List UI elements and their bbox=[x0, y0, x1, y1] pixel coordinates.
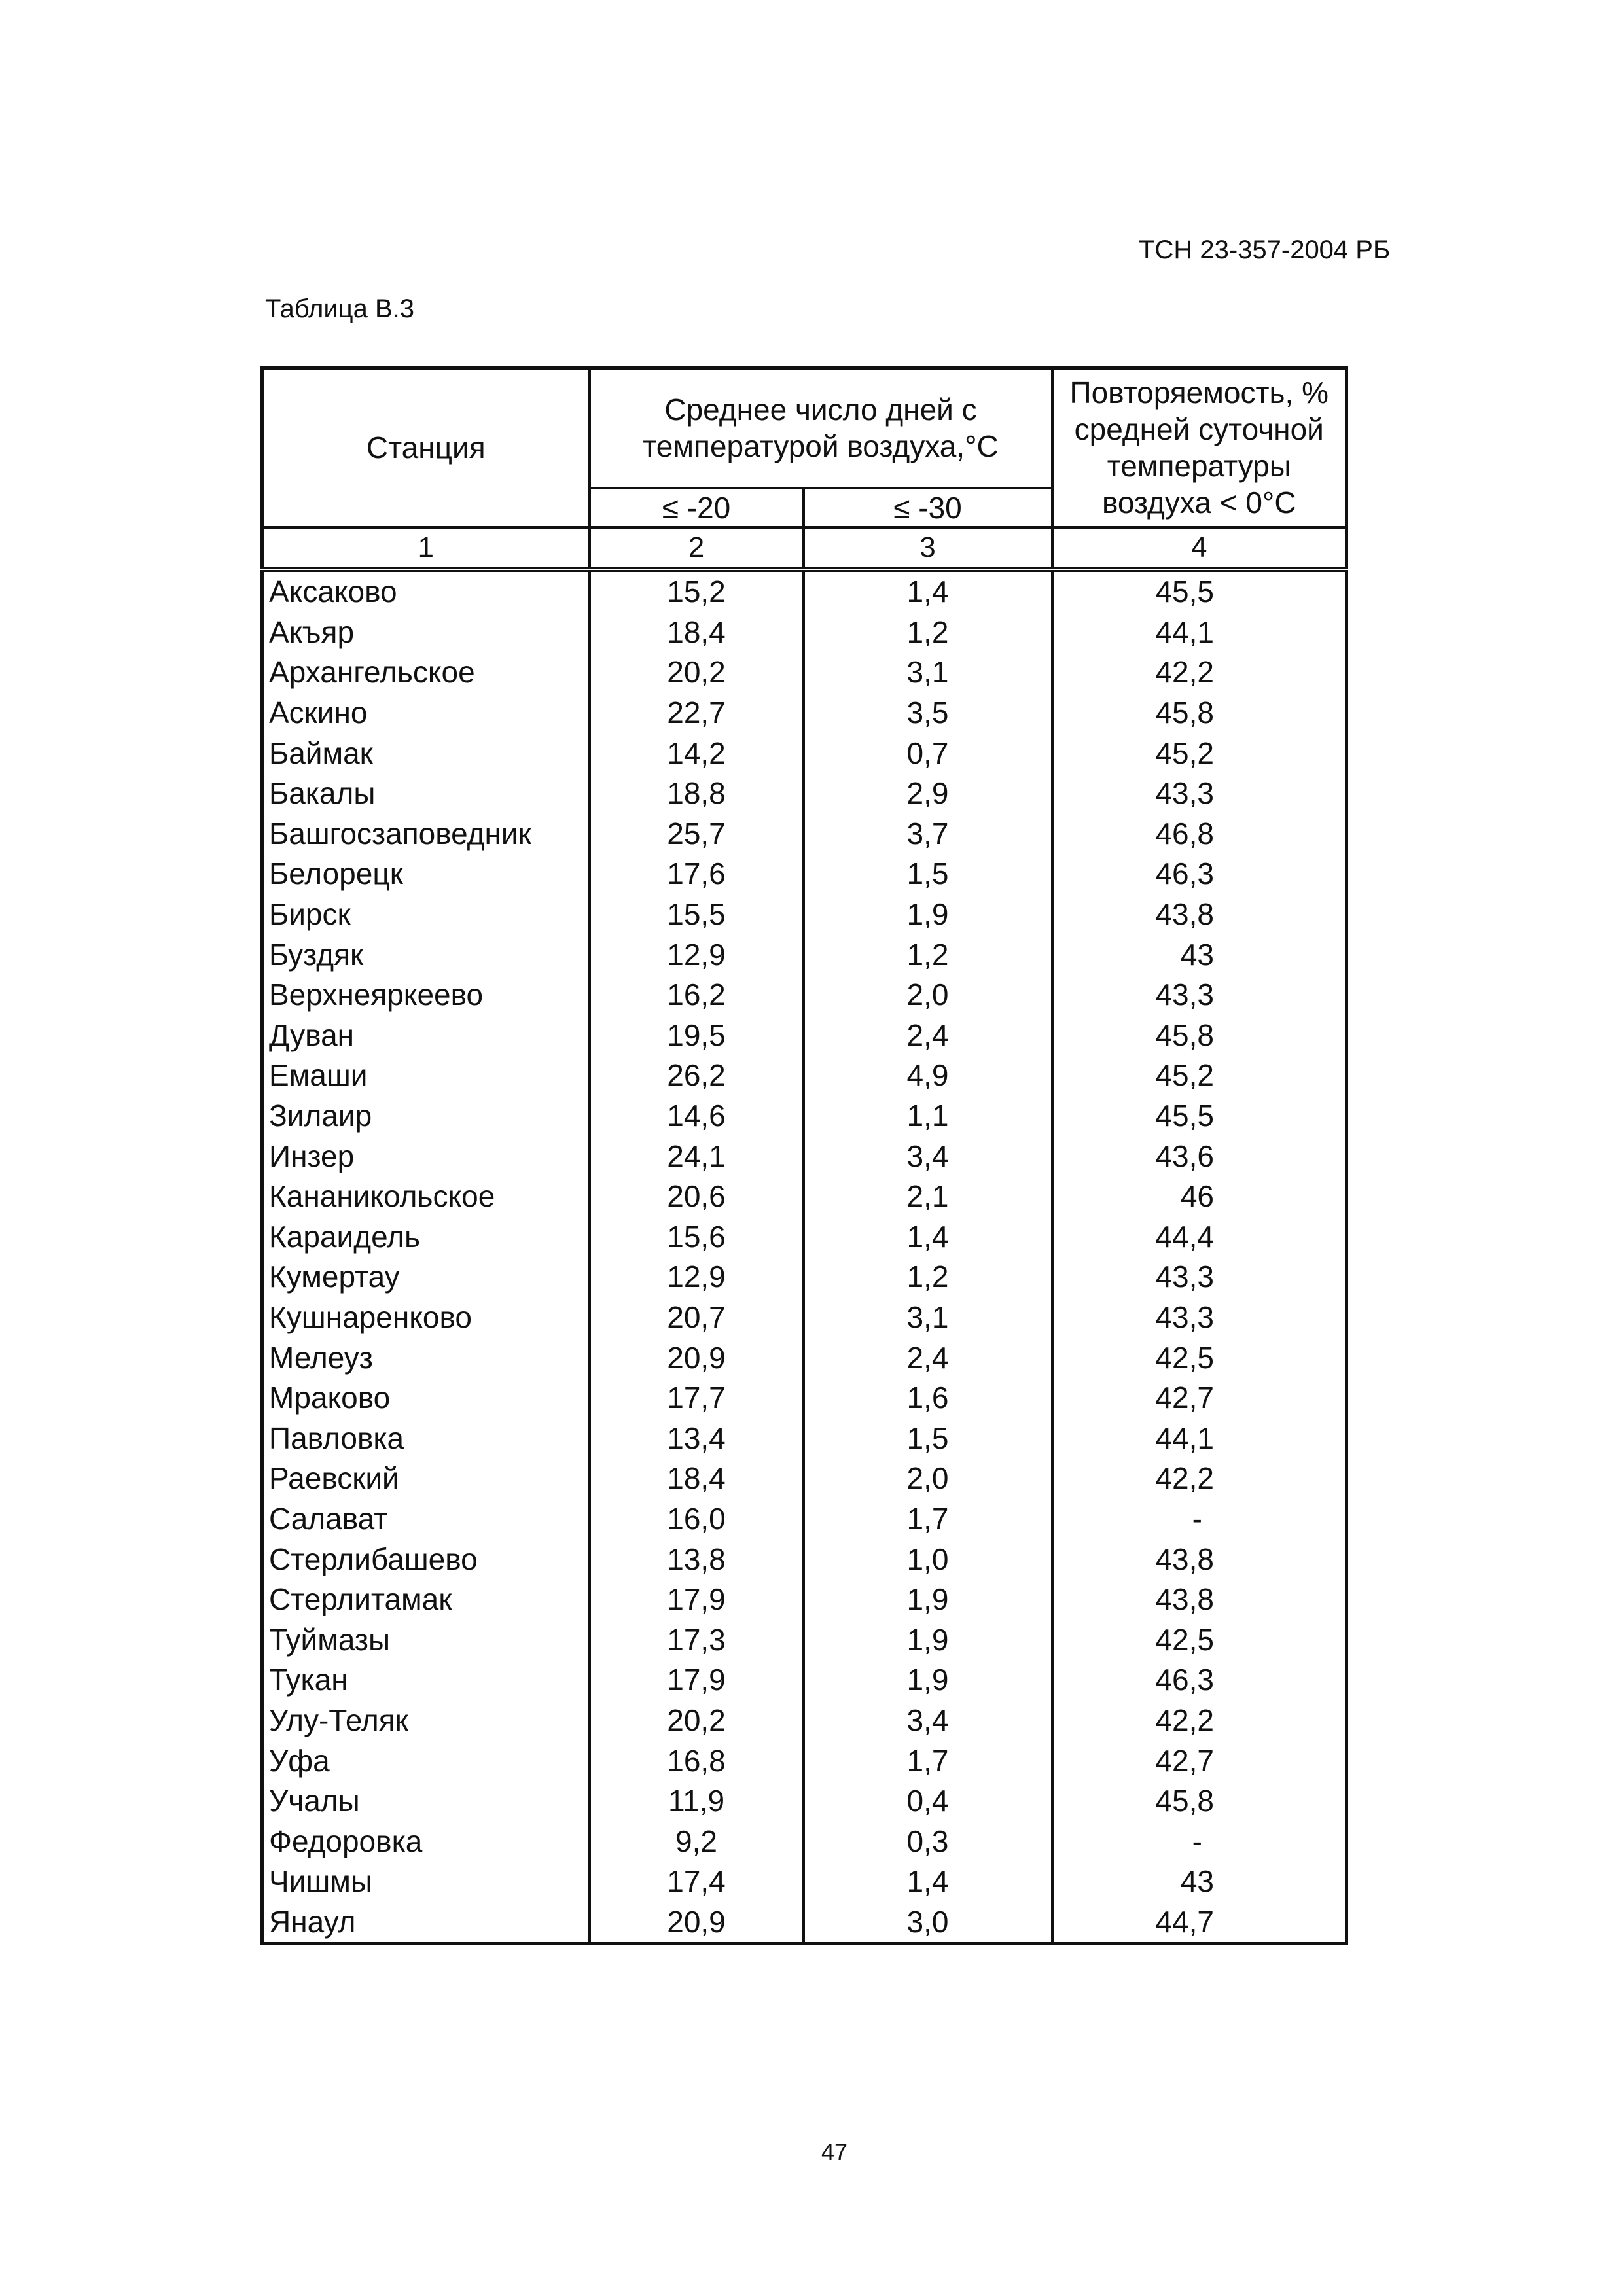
table-row bbox=[262, 934, 1347, 975]
station-cell: Федоровка bbox=[262, 1821, 590, 1862]
days-le-30-cell: 2,0 bbox=[804, 974, 1052, 1015]
days-le-20-cell: 17,3 bbox=[590, 1619, 804, 1660]
days-le-20-cell: 11,9 bbox=[590, 1780, 804, 1821]
table-row bbox=[262, 1498, 1347, 1539]
header-station: Станция bbox=[262, 368, 590, 527]
days-le-30-cell: 3,7 bbox=[804, 813, 1052, 854]
table-row bbox=[262, 1619, 1347, 1660]
repeatability-cell: 42,5 bbox=[1052, 1619, 1347, 1660]
repeatability-cell: 46,8 bbox=[1052, 813, 1347, 854]
document-code: ТСН 23-357-2004 РБ bbox=[1139, 236, 1391, 264]
days-le-30-cell: 1,2 bbox=[804, 1257, 1052, 1298]
station-cell: Акъяр bbox=[262, 612, 590, 652]
repeatability-cell: 45,8 bbox=[1052, 1015, 1347, 1055]
header-avg-days-line1: Среднее число дней с bbox=[664, 393, 977, 427]
days-le-30-cell: 1,7 bbox=[804, 1498, 1052, 1539]
header-repeatability-line4: воздуха < 0°С bbox=[1101, 486, 1296, 520]
days-le-20-cell: 9,2 bbox=[590, 1821, 804, 1862]
station-cell: Уфа bbox=[262, 1740, 590, 1781]
station-cell: Аскино bbox=[262, 692, 590, 733]
station-cell: Чишмы bbox=[262, 1862, 590, 1902]
station-cell: Кушнаренково bbox=[262, 1297, 590, 1337]
table-row bbox=[262, 773, 1347, 813]
repeatability-cell: - bbox=[1052, 1821, 1347, 1862]
days-le-30-cell: 1,9 bbox=[804, 894, 1052, 934]
station-cell: Буздяк bbox=[262, 934, 590, 975]
table-row bbox=[262, 1257, 1347, 1298]
repeatability-cell: - bbox=[1052, 1498, 1347, 1539]
days-le-30-cell: 1,0 bbox=[804, 1539, 1052, 1580]
days-le-20-cell: 20,6 bbox=[590, 1176, 804, 1216]
days-le-20-cell: 26,2 bbox=[590, 1055, 804, 1096]
station-cell: Зилаир bbox=[262, 1095, 590, 1136]
station-cell: Бирск bbox=[262, 894, 590, 934]
station-cell: Улу-Теляк bbox=[262, 1700, 590, 1740]
station-cell: Емаши bbox=[262, 1055, 590, 1096]
station-cell: Учалы bbox=[262, 1780, 590, 1821]
repeatability-cell: 45,2 bbox=[1052, 733, 1347, 773]
days-le-30-cell: 2,4 bbox=[804, 1015, 1052, 1055]
days-le-20-cell: 24,1 bbox=[590, 1136, 804, 1176]
repeatability-cell: 45,8 bbox=[1052, 1780, 1347, 1821]
repeatability-cell: 42,7 bbox=[1052, 1740, 1347, 1781]
days-le-20-cell: 20,9 bbox=[590, 1901, 804, 1943]
repeatability-cell: 45,5 bbox=[1052, 569, 1347, 612]
days-le-20-cell: 20,2 bbox=[590, 652, 804, 693]
table-row bbox=[262, 1862, 1347, 1902]
table-row bbox=[262, 1700, 1347, 1740]
station-cell: Стерлибашево bbox=[262, 1539, 590, 1580]
station-cell: Башгосзаповедник bbox=[262, 813, 590, 854]
days-le-20-cell: 16,8 bbox=[590, 1740, 804, 1781]
station-cell: Павловка bbox=[262, 1418, 590, 1458]
station-cell: Кумертау bbox=[262, 1257, 590, 1298]
days-le-30-cell: 2,9 bbox=[804, 773, 1052, 813]
repeatability-cell: 43,6 bbox=[1052, 1136, 1347, 1176]
column-number-1: 1 bbox=[262, 527, 590, 569]
station-cell: Аксаково bbox=[262, 569, 590, 612]
days-le-30-cell: 0,3 bbox=[804, 1821, 1052, 1862]
days-le-30-cell: 2,0 bbox=[804, 1458, 1052, 1499]
days-le-20-cell: 13,4 bbox=[590, 1418, 804, 1458]
header-repeatability-line3: температуры bbox=[1107, 449, 1291, 484]
days-le-30-cell: 1,9 bbox=[804, 1619, 1052, 1660]
repeatability-cell: 43,3 bbox=[1052, 974, 1347, 1015]
column-number-3: 3 bbox=[804, 527, 1052, 569]
days-le-20-cell: 15,6 bbox=[590, 1216, 804, 1257]
days-le-30-cell: 4,9 bbox=[804, 1055, 1052, 1096]
table-row bbox=[262, 1901, 1347, 1943]
table-row bbox=[262, 1780, 1347, 1821]
repeatability-cell: 43,3 bbox=[1052, 1257, 1347, 1298]
days-le-20-cell: 17,7 bbox=[590, 1377, 804, 1418]
table-row bbox=[262, 652, 1347, 693]
days-le-30-cell: 1,2 bbox=[804, 612, 1052, 652]
station-cell: Дуван bbox=[262, 1015, 590, 1055]
table-row bbox=[262, 1216, 1347, 1257]
station-cell: Верхнеяркеево bbox=[262, 974, 590, 1015]
repeatability-cell: 43,8 bbox=[1052, 894, 1347, 934]
table-row bbox=[262, 1821, 1347, 1862]
table-row bbox=[262, 733, 1347, 773]
days-le-30-cell: 2,1 bbox=[804, 1176, 1052, 1216]
days-le-20-cell: 17,9 bbox=[590, 1660, 804, 1701]
days-le-30-cell: 3,4 bbox=[804, 1700, 1052, 1740]
repeatability-cell: 45,2 bbox=[1052, 1055, 1347, 1096]
days-le-20-cell: 14,2 bbox=[590, 733, 804, 773]
days-le-30-cell: 1,1 bbox=[804, 1095, 1052, 1136]
days-le-20-cell: 17,9 bbox=[590, 1579, 804, 1619]
station-cell: Бакалы bbox=[262, 773, 590, 813]
table-row bbox=[262, 1095, 1347, 1136]
days-le-30-cell: 1,2 bbox=[804, 934, 1052, 975]
days-le-20-cell: 18,4 bbox=[590, 612, 804, 652]
days-le-20-cell: 17,4 bbox=[590, 1862, 804, 1902]
days-le-30-cell: 0,7 bbox=[804, 733, 1052, 773]
days-le-30-cell: 0,4 bbox=[804, 1780, 1052, 1821]
repeatability-cell: 43,8 bbox=[1052, 1539, 1347, 1580]
header-sub-le-20: ≤ -20 bbox=[590, 488, 804, 527]
header-repeatability-line1: Повторяемость, % bbox=[1069, 376, 1329, 410]
days-le-30-cell: 3,4 bbox=[804, 1136, 1052, 1176]
header-avg-days-line2: температурой воздуха,°С bbox=[643, 429, 999, 464]
days-le-20-cell: 20,7 bbox=[590, 1297, 804, 1337]
days-le-20-cell: 16,0 bbox=[590, 1498, 804, 1539]
days-le-20-cell: 17,6 bbox=[590, 854, 804, 894]
repeatability-cell: 42,2 bbox=[1052, 652, 1347, 693]
table-row bbox=[262, 1136, 1347, 1176]
table-row bbox=[262, 1297, 1347, 1337]
days-le-20-cell: 13,8 bbox=[590, 1539, 804, 1580]
table-row bbox=[262, 1055, 1347, 1096]
repeatability-cell: 43 bbox=[1052, 934, 1347, 975]
days-le-30-cell: 1,4 bbox=[804, 569, 1052, 612]
repeatability-cell: 46 bbox=[1052, 1176, 1347, 1216]
table-row bbox=[262, 692, 1347, 733]
repeatability-cell: 42,5 bbox=[1052, 1337, 1347, 1378]
header-avg-days bbox=[590, 368, 1052, 488]
table-row bbox=[262, 1740, 1347, 1781]
table-row bbox=[262, 1458, 1347, 1499]
repeatability-cell: 43 bbox=[1052, 1862, 1347, 1902]
days-le-30-cell: 1,4 bbox=[804, 1862, 1052, 1902]
station-cell: Мелеуз bbox=[262, 1337, 590, 1378]
table-row bbox=[262, 854, 1347, 894]
repeatability-cell: 44,1 bbox=[1052, 1418, 1347, 1458]
days-le-20-cell: 14,6 bbox=[590, 1095, 804, 1136]
station-cell: Мраково bbox=[262, 1377, 590, 1418]
days-le-20-cell: 15,2 bbox=[590, 569, 804, 612]
repeatability-cell: 46,3 bbox=[1052, 854, 1347, 894]
days-le-30-cell: 3,0 bbox=[804, 1901, 1052, 1943]
days-le-30-cell: 1,9 bbox=[804, 1579, 1052, 1619]
days-le-20-cell: 16,2 bbox=[590, 974, 804, 1015]
column-number-2: 2 bbox=[590, 527, 804, 569]
repeatability-cell: 44,1 bbox=[1052, 612, 1347, 652]
days-le-30-cell: 1,5 bbox=[804, 854, 1052, 894]
table-row bbox=[262, 612, 1347, 652]
days-le-30-cell: 1,5 bbox=[804, 1418, 1052, 1458]
table-row bbox=[262, 894, 1347, 934]
table-row bbox=[262, 1418, 1347, 1458]
header-sub-le-30: ≤ -30 bbox=[804, 488, 1052, 527]
days-le-20-cell: 19,5 bbox=[590, 1015, 804, 1055]
repeatability-cell: 42,2 bbox=[1052, 1458, 1347, 1499]
repeatability-cell: 45,5 bbox=[1052, 1095, 1347, 1136]
table-row bbox=[262, 569, 1347, 612]
table-row bbox=[262, 1176, 1347, 1216]
station-cell: Тукан bbox=[262, 1660, 590, 1701]
days-le-30-cell: 1,4 bbox=[804, 1216, 1052, 1257]
table-row bbox=[262, 1579, 1347, 1619]
table-row bbox=[262, 1015, 1347, 1055]
days-le-30-cell: 2,4 bbox=[804, 1337, 1052, 1378]
header-repeatability-line2: средней суточной bbox=[1074, 412, 1324, 447]
station-cell: Архангельское bbox=[262, 652, 590, 693]
days-le-20-cell: 18,8 bbox=[590, 773, 804, 813]
repeatability-cell: 44,4 bbox=[1052, 1216, 1347, 1257]
station-cell: Баймак bbox=[262, 733, 590, 773]
days-le-30-cell: 1,9 bbox=[804, 1660, 1052, 1701]
repeatability-cell: 43,8 bbox=[1052, 1579, 1347, 1619]
column-number-4: 4 bbox=[1052, 527, 1347, 569]
repeatability-cell: 44,7 bbox=[1052, 1901, 1347, 1943]
days-le-20-cell: 25,7 bbox=[590, 813, 804, 854]
repeatability-cell: 42,2 bbox=[1052, 1700, 1347, 1740]
days-le-30-cell: 3,1 bbox=[804, 1297, 1052, 1337]
repeatability-cell: 43,3 bbox=[1052, 773, 1347, 813]
days-le-20-cell: 20,9 bbox=[590, 1337, 804, 1378]
days-le-30-cell: 3,1 bbox=[804, 652, 1052, 693]
station-cell: Белорецк bbox=[262, 854, 590, 894]
table-label: Таблица В.3 bbox=[265, 294, 414, 323]
days-le-20-cell: 18,4 bbox=[590, 1458, 804, 1499]
repeatability-cell: 42,7 bbox=[1052, 1377, 1347, 1418]
station-cell: Туймазы bbox=[262, 1619, 590, 1660]
days-le-20-cell: 20,2 bbox=[590, 1700, 804, 1740]
repeatability-cell: 46,3 bbox=[1052, 1660, 1347, 1701]
station-cell: Раевский bbox=[262, 1458, 590, 1499]
days-le-20-cell: 22,7 bbox=[590, 692, 804, 733]
days-le-20-cell: 12,9 bbox=[590, 1257, 804, 1298]
station-cell: Инзер bbox=[262, 1136, 590, 1176]
station-cell: Янаул bbox=[262, 1901, 590, 1943]
climate-data-table bbox=[260, 366, 1348, 1945]
days-le-20-cell: 15,5 bbox=[590, 894, 804, 934]
station-cell: Кананикольское bbox=[262, 1176, 590, 1216]
table-body bbox=[262, 569, 1347, 1944]
days-le-30-cell: 1,7 bbox=[804, 1740, 1052, 1781]
table-row bbox=[262, 1377, 1347, 1418]
table-row bbox=[262, 974, 1347, 1015]
table-row bbox=[262, 1660, 1347, 1701]
repeatability-cell: 45,8 bbox=[1052, 692, 1347, 733]
page-number: 47 bbox=[821, 2138, 848, 2165]
header-repeatability bbox=[1052, 368, 1347, 527]
station-cell: Салават bbox=[262, 1498, 590, 1539]
station-cell: Стерлитамак bbox=[262, 1579, 590, 1619]
table-row bbox=[262, 813, 1347, 854]
station-cell: Караидель bbox=[262, 1216, 590, 1257]
days-le-20-cell: 12,9 bbox=[590, 934, 804, 975]
days-le-30-cell: 1,6 bbox=[804, 1377, 1052, 1418]
days-le-30-cell: 3,5 bbox=[804, 692, 1052, 733]
table-row bbox=[262, 1337, 1347, 1378]
table-row bbox=[262, 1539, 1347, 1580]
repeatability-cell: 43,3 bbox=[1052, 1297, 1347, 1337]
